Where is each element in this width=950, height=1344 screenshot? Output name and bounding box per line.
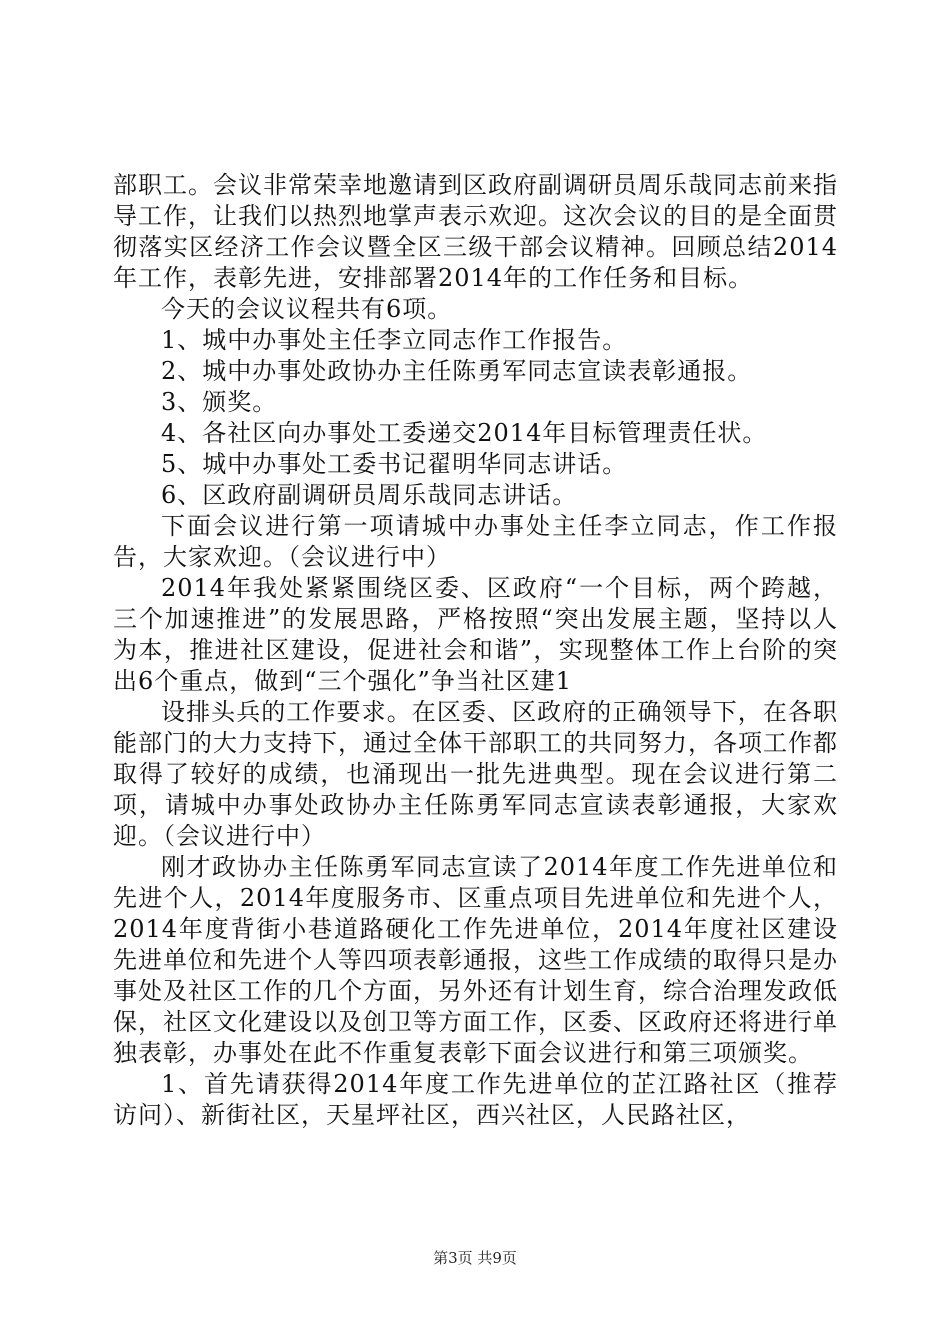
- paragraph-2: 今天的会议议程共有6项。: [161, 295, 453, 323]
- page-number-footer: 第3页 共9页: [433, 1249, 517, 1267]
- agenda-item-1: 1、城中办事处主任李立同志作工作报告。: [161, 326, 628, 354]
- paragraph-commendation: 刚才政协办主任陈勇军同志宣读了2014年度工作先进单位和先进个人，2014年度服务市、区重点项目先进单位和先进个人，2014年度背街小巷道路硬化工作先进单位，2014年度社区建设先进单位和先进个人等四项表彰通报，这些工作成绩的取得只是办事处及社区工作的几个方面，另外还有计划生育，综合治理发政低保，社区文化建设以及创卫等方面工作，区委、区政府还将进行单独表彰，办事处在此不作重复表彰下面会议进行和第三项颁奖。: [113, 853, 838, 1067]
- agenda-item-2: 2、城中办事处政协办主任陈勇军同志宣读表彰通报。: [161, 357, 753, 385]
- paragraph-item-one: 下面会议进行第一项请城中办事处主任李立同志，作工作报告，大家欢迎。（会议进行中）: [113, 512, 838, 571]
- document-body: [113, 170, 838, 1131]
- agenda-item-4: 4、各社区向办事处工委递交2014年目标管理责任状。: [161, 419, 768, 447]
- paragraph-award-list: 1、首先请获得2014年度工作先进单位的芷江路社区（推荐访问）、新街社区，天星坪社区，西兴社区，人民路社区，: [113, 1070, 838, 1129]
- agenda-item-3: 3、颁奖。: [161, 388, 278, 416]
- paragraph-2014-work: 2014年我处紧紧围绕区委、区政府“一个目标，两个跨越，三个加速推进”的发展思路，严格按照“突出发展主题，坚持以人为本，推进社区建设，促进社会和谐”，实现整体工作上台阶的突出6个重点，做到“三个强化”争当社区建1: [113, 574, 838, 695]
- agenda-item-6: 6、区政府副调研员周乐哉同志讲话。: [161, 481, 578, 509]
- agenda-item-5: 5、城中办事处工委书记翟明华同志讲话。: [161, 450, 628, 478]
- paragraph-item-two: 设排头兵的工作要求。在区委、区政府的正确领导下，在各职能部门的大力支持下，通过全体干部职工的共同努力，各项工作都取得了较好的成绩，也涌现出一批先进典型。现在会议进行第二项，请城中办事处政协办主任陈勇军同志宣读表彰通报，大家欢迎。（会议进行中）: [113, 698, 838, 850]
- paragraph-1: 部职工。会议非常荣幸地邀请到区政府副调研员周乐哉同志前来指导工作，让我们以热烈地掌声表示欢迎。这次会议的目的是全面贯彻落实区经济工作会议暨全区三级干部会议精神。回顾总结2014年工作，表彰先进，安排部署2014年的工作任务和目标。: [113, 171, 838, 292]
